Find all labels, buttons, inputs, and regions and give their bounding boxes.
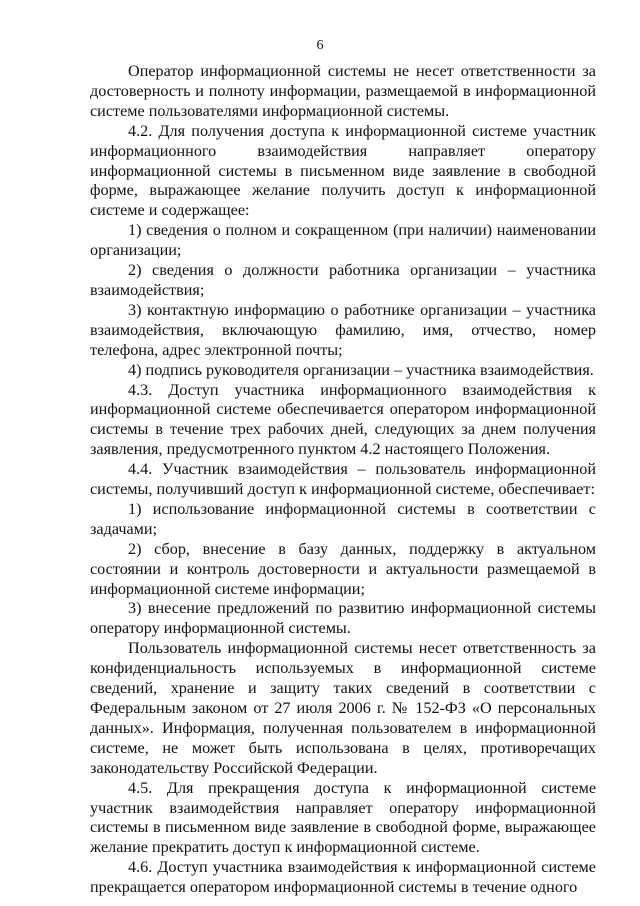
list-item-4-4-2: 2) сбор, внесение в базу данных, поддержку в актуальном состоянии и контроль достоверности и актуальности размещаемой в информационной системе информации; xyxy=(90,539,596,598)
paragraph-4-5: 4.5. Для прекращения доступа к информационной системе участник взаимодействия направляет оператору информационной системы в письменном виде заявление в свободной форме, выражающее желание прекратить доступ к информационной системе. xyxy=(90,778,596,857)
list-item-4-2-3: 3) контактную информацию о работнике организации – участника взаимодействия, включающую фамилию, имя, отчество, номер телефона, адрес электронной почты; xyxy=(90,300,596,359)
paragraph-4-2: 4.2. Для получения доступа к информационной системе участник информационного взаимодействия направляет оператору информационной системы в письменном виде заявление в свободной форме, выражающее желание получить доступ к информационной системе и содержащее: xyxy=(90,121,596,220)
paragraph-4-4: 4.4. Участник взаимодействия – пользователь информационной системы, получивший доступ к информационной системе, обеспечивает: xyxy=(90,460,596,499)
list-item-4-4-3: 3) внесение предложений по развитию информационной системы оператору информационной системы. xyxy=(90,599,596,638)
paragraph-4-3: 4.3. Доступ участника информационного взаимодействия к информационной системе обеспечивается оператором информационной системы в течение трех рабочих дней, следующих за днем получения заявления, предусмотренного пунктом 4.2 настоящего Положения. xyxy=(90,380,596,459)
list-item-4-2-4: 4) подпись руководителя организации – участника взаимодействия. xyxy=(128,360,594,379)
list-item-4-2-2: 2) сведения о должности работника организации – участника взаимодействия; xyxy=(90,261,596,299)
paragraph-operator-liability: Оператор информационной системы не несет ответственности за достоверность и полноту информации, размещаемой в информационной системе пользователями информационной системы. xyxy=(90,62,596,120)
document-body xyxy=(90,62,596,898)
paragraph-user-liability: Пользователь информационной системы несет ответственность за конфиденциальность используемых в информационной системе сведений, хранение и защиту таких сведений в соответствии с Федеральным законом от 27 июля 2006 г. № 152-ФЗ «О персональных данных». Информация, полученная пользователем в информационной системе, не может быть использована в целях, противоречащих законодательству Российской Федерации. xyxy=(90,639,596,777)
page-number: 6 xyxy=(316,38,324,53)
list-item-4-2-1: 1) сведения о полном и сокращенном (при наличии) наименовании организации; xyxy=(90,221,596,260)
paragraph-4-6: 4.6. Доступ участника взаимодействия к информационной системе прекращается оператором информационной системы в течение одного xyxy=(90,858,596,897)
list-item-4-4-1: 1) использование информационной системы в соответствии с задачами; xyxy=(90,499,596,538)
